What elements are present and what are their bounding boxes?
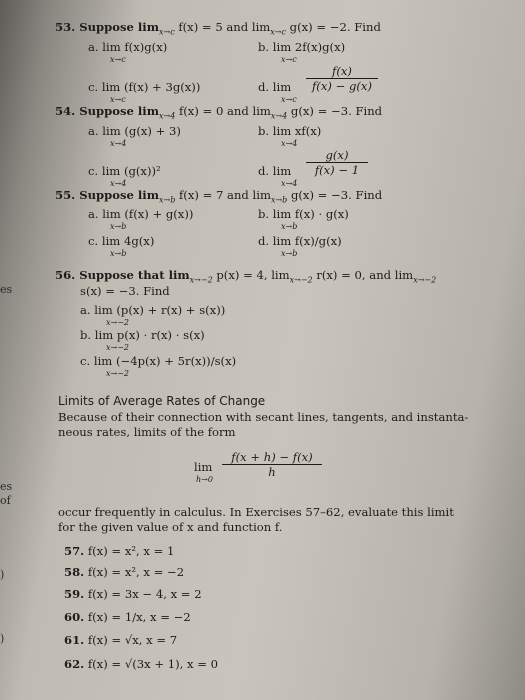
- problem-53-b: b. lim 2f(x)g(x): [258, 40, 346, 54]
- problem-55-statement: 55. Suppose $\lim_{x\to b} f(x) = 7$ and $\lim_{x\to b} g(x) = -3$. Find: [55, 188, 383, 205]
- difference-quotient: $\frac{f(x + h) - f(x)}{h}$: [222, 450, 322, 479]
- section-heading: Limits of Average Rates of Change: [58, 394, 266, 408]
- exercise-59: 59. f(x) = 3x − 4, x = 2: [64, 587, 202, 601]
- limit-subscript: x→b: [281, 222, 298, 231]
- limit-subscript: x→c: [110, 55, 126, 64]
- problem-55-a: a. lim (f(x) + g(x)): [88, 207, 194, 221]
- problem-56-a: a. lim (p(x) + r(x) + s(x)): [80, 303, 226, 317]
- limit-subscript: x→−2: [106, 343, 130, 352]
- section-after-line1: occur frequently in calculus. In Exercises 57–62, evaluate this limit: [58, 505, 454, 519]
- edge-fragment: of: [0, 494, 11, 507]
- limit-subscript: x→4: [281, 139, 298, 148]
- problem-54-b: b. lim xf(x): [258, 124, 322, 138]
- exercise-62: 62. f(x) = √(3x + 1), x = 0: [64, 657, 219, 671]
- edge-fragment: es: [0, 283, 13, 296]
- problem-55-b: b. lim f(x) · g(x): [258, 207, 349, 221]
- edge-fragment: ): [0, 632, 5, 645]
- problem-53-statement: 53. Suppose $\lim_{x\to c} f(x) = 5$ and $\lim_{x\to c} g(x) = -2$. Find: [55, 20, 381, 37]
- problem-54-statement: 54. Suppose $\lim_{x\to 4} f(x) = 0$ and $\lim_{x\to 4} g(x) = -3$. Find: [55, 104, 383, 121]
- edge-fragment: es: [0, 480, 13, 493]
- problem-54-c: c. lim (g(x))²: [88, 164, 161, 178]
- problem-55-c: c. lim 4g(x): [88, 234, 155, 248]
- problem-54-a: a. lim (g(x) + 3): [88, 124, 181, 138]
- problem-56-statement: 56. Suppose that $\lim_{x\to-2} p(x) = 4$, $\lim_{x\to-2} r(x) = 0$, and $\lim_{x\to-2}$: [55, 268, 437, 285]
- problem-53-d: d. lim: [258, 80, 292, 94]
- problem-56-b: b. lim p(x) · r(x) · s(x): [80, 328, 205, 342]
- problem-54-d: d. lim: [258, 164, 292, 178]
- exercise-61: 61. f(x) = √x, x = 7: [64, 633, 178, 647]
- section-intro-line2: neous rates, limits of the form: [58, 425, 236, 439]
- limit-subscript: x→−2: [106, 318, 130, 327]
- limit-subscript: x→4: [110, 179, 127, 188]
- exercise-60: 60. f(x) = 1/x, x = −2: [64, 610, 191, 624]
- problem-56-c: c. lim (−4p(x) + 5r(x))/s(x): [80, 354, 237, 368]
- exercise-58: 58. f(x) = x², x = −2: [64, 565, 185, 579]
- exercise-57: 57. f(x) = x², x = 1: [64, 544, 175, 558]
- limit-subscript: x→4: [281, 179, 298, 188]
- problem-53-a: a. lim f(x)g(x): [88, 40, 168, 54]
- rate-limit-lim: lim: [194, 460, 213, 474]
- limit-subscript: x→c: [281, 55, 297, 64]
- problem-55-d: d. lim f(x)/g(x): [258, 234, 342, 248]
- problem-54-d-fraction: $\frac{g(x)}{f(x) - 1}$: [306, 148, 368, 177]
- section-after-line2: for the given value of x and function f.: [58, 520, 283, 534]
- limit-subscript: x→b: [110, 249, 127, 258]
- limit-subscript: x→−2: [106, 369, 130, 378]
- problem-53-c: c. lim (f(x) + 3g(x)): [88, 80, 201, 94]
- limit-subscript: x→c: [110, 95, 126, 104]
- limit-subscript: x→b: [281, 249, 298, 258]
- limit-subscript: x→c: [281, 95, 297, 104]
- edge-fragment: ): [0, 568, 5, 581]
- limit-subscript: x→b: [110, 222, 127, 231]
- limit-subscript: x→4: [110, 139, 127, 148]
- section-intro-line1: Because of their connection with secant lines, tangents, and instanta-: [58, 410, 469, 424]
- limit-subscript: h→0: [196, 475, 213, 484]
- problem-56-statement-line2: s(x) = −3. Find: [80, 284, 170, 298]
- problem-53-d-fraction: $\frac{f(x)}{f(x) - g(x)}$: [306, 64, 378, 93]
